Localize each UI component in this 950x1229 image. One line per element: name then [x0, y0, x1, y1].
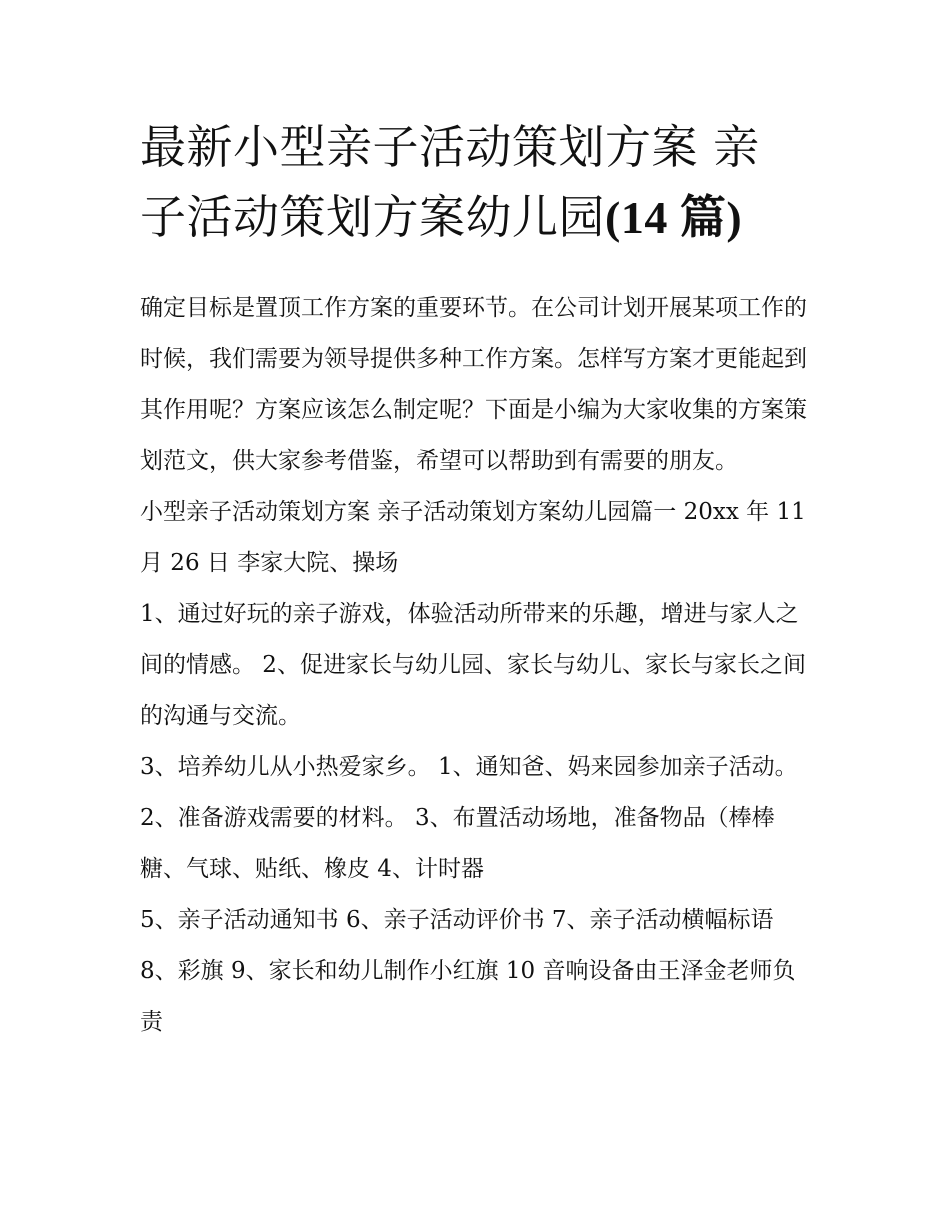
preparation-paragraph: 3、培养幼儿从小热爱家乡。 1、通知爸、妈来园参加亲子活动。 2、准备游戏需要的材料。 3、布置活动场地，准备物品（棒棒糖、气球、贴纸、橡皮 4、计时器 [140, 754, 798, 882]
intro-paragraph: 确定目标是置顶工作方案的重要环节。在公司计划开展某项工作的时候，我们需要为领导提供多种工作方案。怎样写方案才更能起到其作用呢？方案应该怎么制定呢？下面是小编为大家收集的方案策划范文，供大家参考借鉴，希望可以帮助到有需要的朋友。 [140, 295, 807, 474]
materials-paragraph: 5、亲子活动通知书 6、亲子活动评价书 7、亲子活动横幅标语 8、彩旗 9、家长和幼儿制作小红旗 10 音响设备由王泽金老师负责 [140, 907, 796, 1035]
title-line-2-prefix: 子活动策划方案幼儿园 [140, 190, 605, 244]
title-line-1: 最新小型亲子活动策划方案 亲 [140, 120, 760, 174]
goals-paragraph: 1、通过好玩的亲子游戏，体验活动所带来的乐趣，增进与家人之间的情感。 2、促进家长与幼儿园、家长与幼儿、家长与家长之间的沟通与交流。 [140, 601, 806, 729]
date-location-paragraph: 小型亲子活动策划方案 亲子活动策划方案幼儿园篇一 20xx 年 11 月 26 日 李家大院、操场 [140, 499, 806, 576]
title-line-2-suffix: (14 篇) [605, 192, 743, 243]
document-title [140, 112, 812, 253]
document-page [140, 112, 812, 1048]
